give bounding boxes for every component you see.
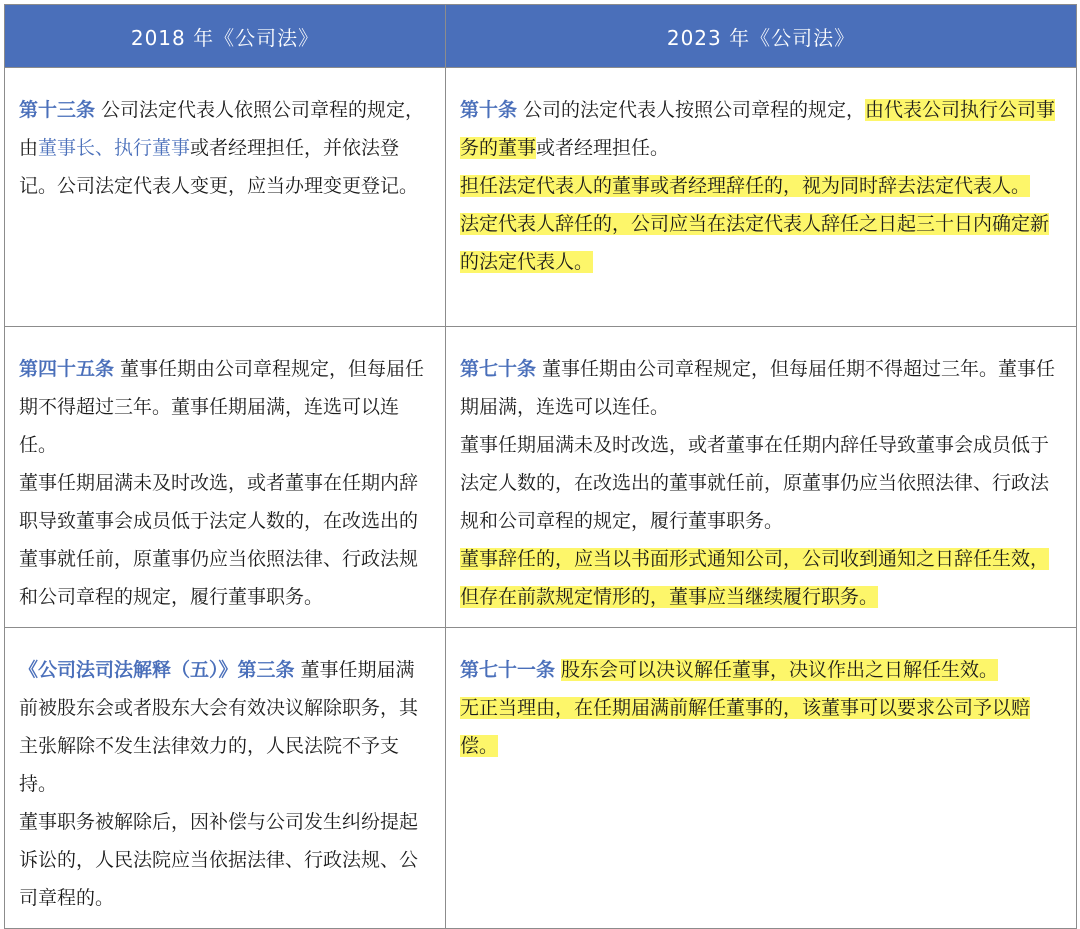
- paragraph: [19, 91, 432, 205]
- article-number: 第十条: [460, 99, 518, 121]
- clause-text: 或者经理担任，并依法登记。公司法定代表人变更，应当办理变更登记。: [19, 137, 419, 197]
- paragraph: [460, 205, 1063, 281]
- cell-2018-article-13: [5, 68, 446, 327]
- cell-2018-judicial-interpretation: [5, 628, 446, 929]
- table-row: [5, 327, 1077, 628]
- cell-2023-article-10: [446, 68, 1077, 327]
- highlighted-text: 股东会可以决议解任董事，决议作出之日解任生效。: [561, 659, 999, 681]
- paragraph: [19, 350, 432, 464]
- cell-2018-article-45: [5, 327, 446, 628]
- paragraph: [460, 167, 1063, 205]
- paragraph: [460, 689, 1063, 765]
- highlighted-text: 董事辞任的，应当以书面形式通知公司，公司收到通知之日辞任生效，但存在前款规定情形的，董事应当继续履行职务。: [460, 548, 1050, 608]
- paragraph: [460, 540, 1063, 616]
- highlighted-text: 由代表公司执行公司事务的董事: [460, 99, 1056, 159]
- article-number: 第七十一条: [460, 659, 556, 681]
- clause-text: 或者经理担任。: [536, 137, 670, 159]
- highlighted-text: 法定代表人辞任的，公司应当在法定代表人辞任之日起三十日内确定新的法定代表人。: [460, 213, 1050, 273]
- article-number: 第四十五条: [19, 358, 115, 380]
- paragraph: [460, 651, 1063, 689]
- cell-2023-article-71: [446, 628, 1077, 929]
- paragraph: 董事职务被解除后，因补偿与公司发生纠纷提起诉讼的，人民法院应当依据法律、行政法规、公司章程的。: [19, 811, 419, 909]
- clause-text: 公司的法定代表人按照公司章程的规定，: [523, 99, 866, 121]
- paragraph: 董事任期届满未及时改选，或者董事在任期内辞职导致董事会成员低于法定人数的，在改选出的董事就任前，原董事仍应当依照法律、行政法规和公司章程的规定，履行董事职务。: [19, 472, 419, 608]
- article-number: 第七十条: [460, 358, 537, 380]
- cell-2023-article-70: [446, 327, 1077, 628]
- table-row: [5, 68, 1077, 327]
- highlighted-text: 无正当理由，在任期届满前解任董事的，该董事可以要求公司予以赔偿。: [460, 697, 1031, 757]
- clause-text-emphasis: 董事长、执行董事: [38, 137, 191, 159]
- header-2023: 2023 年《公司法》: [446, 5, 1077, 68]
- clause-text: 董事任期由公司章程规定，但每届任期不得超过三年。董事任期届满，连选可以连任。: [460, 358, 1056, 418]
- header-row: [5, 5, 1077, 68]
- header-2018: 2018 年《公司法》: [5, 5, 446, 68]
- table-row: [5, 628, 1077, 929]
- paragraph: [19, 651, 432, 803]
- paragraph: 董事任期届满未及时改选，或者董事在任期内辞任导致董事会成员低于法定人数的，在改选出的董事就任前，原董事仍应当依照法律、行政法规和公司章程的规定，履行董事职务。: [460, 434, 1050, 532]
- law-comparison-table: [4, 4, 1077, 929]
- clause-text: 董事任期由公司章程规定，但每届任期不得超过三年。董事任期届满，连选可以连任。: [19, 358, 425, 456]
- clause-text: 公司法定代表人依照公司章程的规定，由: [19, 99, 425, 159]
- clause-text: 董事任期届满前被股东会或者股东大会有效决议解除职务，其主张解除不发生法律效力的，人民法院不予支持。: [19, 659, 419, 795]
- article-number: 《公司法司法解释（五）》第三条: [19, 659, 295, 681]
- paragraph: [460, 91, 1063, 167]
- article-number: 第十三条: [19, 99, 96, 121]
- highlighted-text: 担任法定代表人的董事或者经理辞任的，视为同时辞去法定代表人。: [460, 175, 1031, 197]
- paragraph: [460, 350, 1063, 426]
